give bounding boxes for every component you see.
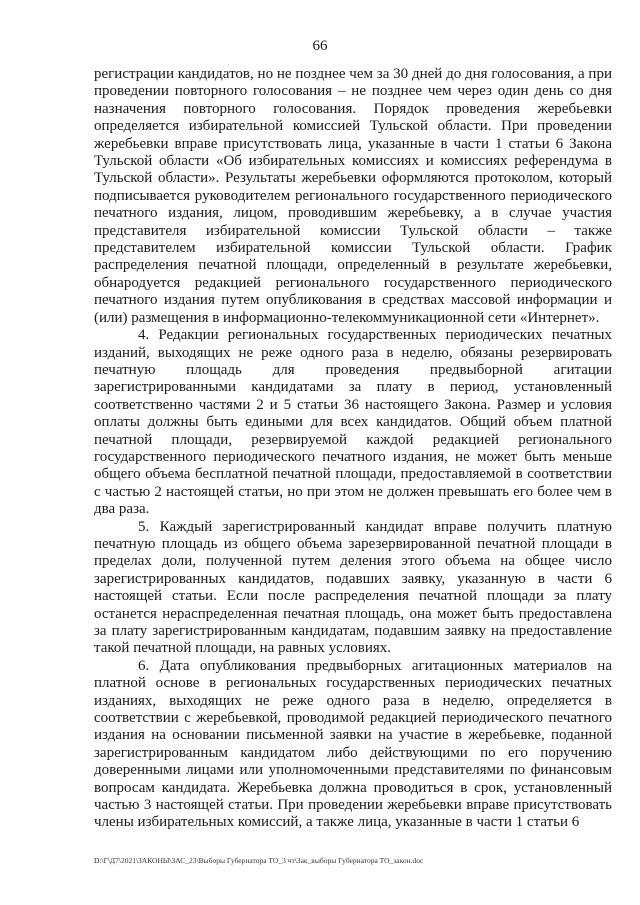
paragraph-item-6: 6. Дата опубликования предвыборных агитационных материалов на платной основе в региональных государственных периодических печатных изданиях, выходящих не реже одного раза в неделю, определяется в соответствии с жеребьевкой, проводимой редакцией периодического печатного издания на основании письменной заявки на участие в жеребьевке, поданной зарегистрированным кандидатом либо действующими по его поручению доверенными лицами или уполномоченными представителями по финансовым вопросам кандидата. Жеребьевка должна проводиться в срок, установленный частью 3 настоящей статьи. При проведении жеребьевки вправе присутствовать члены избирательных комиссий, а также лица, указанные в части 1 статьи 6 xyxy=(94,657,612,831)
paragraph-item-5: 5. Каждый зарегистрированный кандидат вправе получить платную печатную площадь из общего объема зарезервированной печатной площади в пределах доли, полученной путем деления этого объема на общее число зарегистрированных кандидатов, подавших заявку, указанную в части 6 настоящей статьи. Если после распределения печатной площади за плату останется нераспределенная печатная площадь, она может быть предоставлена за плату зарегистрированным кандидатам, подавшим заявку на предоставление такой печатной площади, на равных условиях. xyxy=(94,518,612,657)
footer-file-path: D:\Г\Д7\2021\ЗАКОНЫ\ЗАС_23\Выборы Губернатора ТО_3 чт\Зак_выборы Губернатора ТО_закон.doc xyxy=(94,856,424,865)
page-number: 66 xyxy=(312,38,328,54)
paragraph-item-4: 4. Редакции региональных государственных периодических печатных изданий, выходящих не реже одного раза в неделю, обязаны резервировать печатную площадь для проведения предвыборной агитации зарегистрированными кандидатами за плату в период, установленный соответственно частями 2 и 5 статьи 36 настоящего Закона. Размер и условия оплаты должны быть едиными для всех кандидатов. Общий объем платной печатной площади, резервируемой каждой редакцией регионального государственного периодического печатного издания, не может быть меньше общего объема бесплатной печатной площади, предоставляемой в соответствии с частью 2 настоящей статьи, но при этом не должен превышать его более чем в два раза. xyxy=(94,327,612,518)
paragraph-continuation: регистрации кандидатов, но не позднее чем за 30 дней до дня голосования, а при проведении повторного голосования – не позднее чем через один день со дня назначения повторного голосования. Порядок проведения жеребьевки определяется избирательной комиссией Тульской области. При проведении жеребьевки вправе присутствовать лица, указанные в части 1 статьи 6 Закона Тульской области «Об избирательных комиссиях и комиссиях референдума в Тульской области». Результаты жеребьевки оформляются протоколом, который подписывается руководителем регионального государственного периодического печатного издания, лицом, проводившим жеребьевку, а в случае участия представителя избирательной комиссии Тульской области – также представителем избирательной комиссии Тульской области. График распределения печатной площади, определенный в результате жеребьевки, обнародуется редакцией регионального государственного периодического печатного издания путем опубликования в средствах массовой информации и (или) размещения в информационно-телекоммуникационной сети «Интернет». xyxy=(94,66,612,326)
document-body xyxy=(94,66,612,832)
